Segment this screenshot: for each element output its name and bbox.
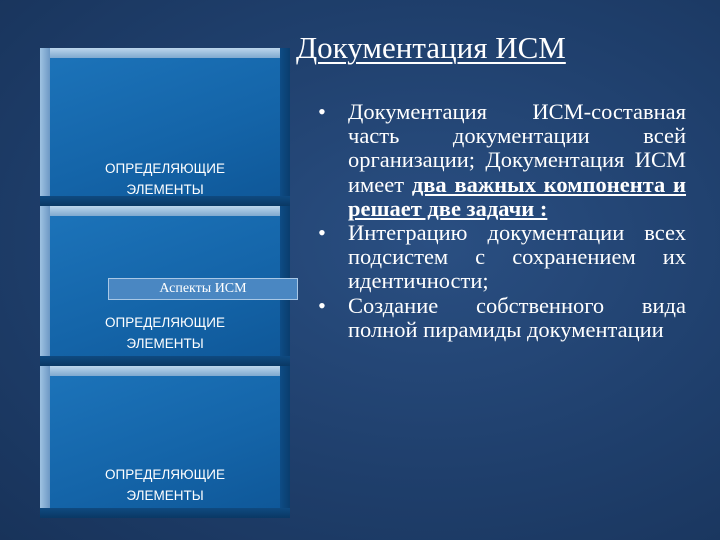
block-2-label-line1: ОПРЕДЕЛЯЮЩИЕ: [105, 315, 225, 330]
block-1-label-line2: ЭЛЕМЕНТЫ: [126, 182, 204, 197]
block-2-label: [40, 312, 290, 354]
slide-title: Документация ИСМ: [296, 30, 566, 65]
aspects-ism-label: Аспекты ИСМ: [108, 278, 298, 300]
bullet-3-text: Создание собственного вида полной пирамиды документации: [348, 292, 686, 342]
block-3-label-line2: ЭЛЕМЕНТЫ: [126, 488, 204, 503]
bullet-1-text: Документация ИСМ-составная часть документации всей организации; Документация ИСМ имеет: [348, 99, 686, 197]
block-3-label: [40, 464, 290, 506]
bullet-dot-2: •: [318, 220, 326, 246]
bullet-dot-3: •: [318, 292, 326, 318]
bullet-2-text: Интеграцию документации всех подсистем с сохранением их идентичности;: [348, 220, 686, 294]
block-1-label-line1: ОПРЕДЕЛЯЮЩИЕ: [105, 161, 225, 176]
block-3-label-line1: ОПРЕДЕЛЯЮЩИЕ: [105, 467, 225, 482]
block-2-label-line2: ЭЛЕМЕНТЫ: [126, 336, 204, 351]
bullet-1-body: [348, 100, 686, 221]
block-1-label: [40, 158, 290, 200]
bullet-item-1: [318, 100, 686, 221]
bullet-item-3: [318, 294, 686, 342]
bullet-dot-1: •: [318, 99, 326, 124]
bullet-list: [318, 100, 686, 342]
left-diagram-panel: [40, 48, 290, 518]
bullet-item-2: [318, 221, 686, 294]
bullet-1-underlined-text: два важных компонента и решает две задачи :: [348, 171, 687, 221]
